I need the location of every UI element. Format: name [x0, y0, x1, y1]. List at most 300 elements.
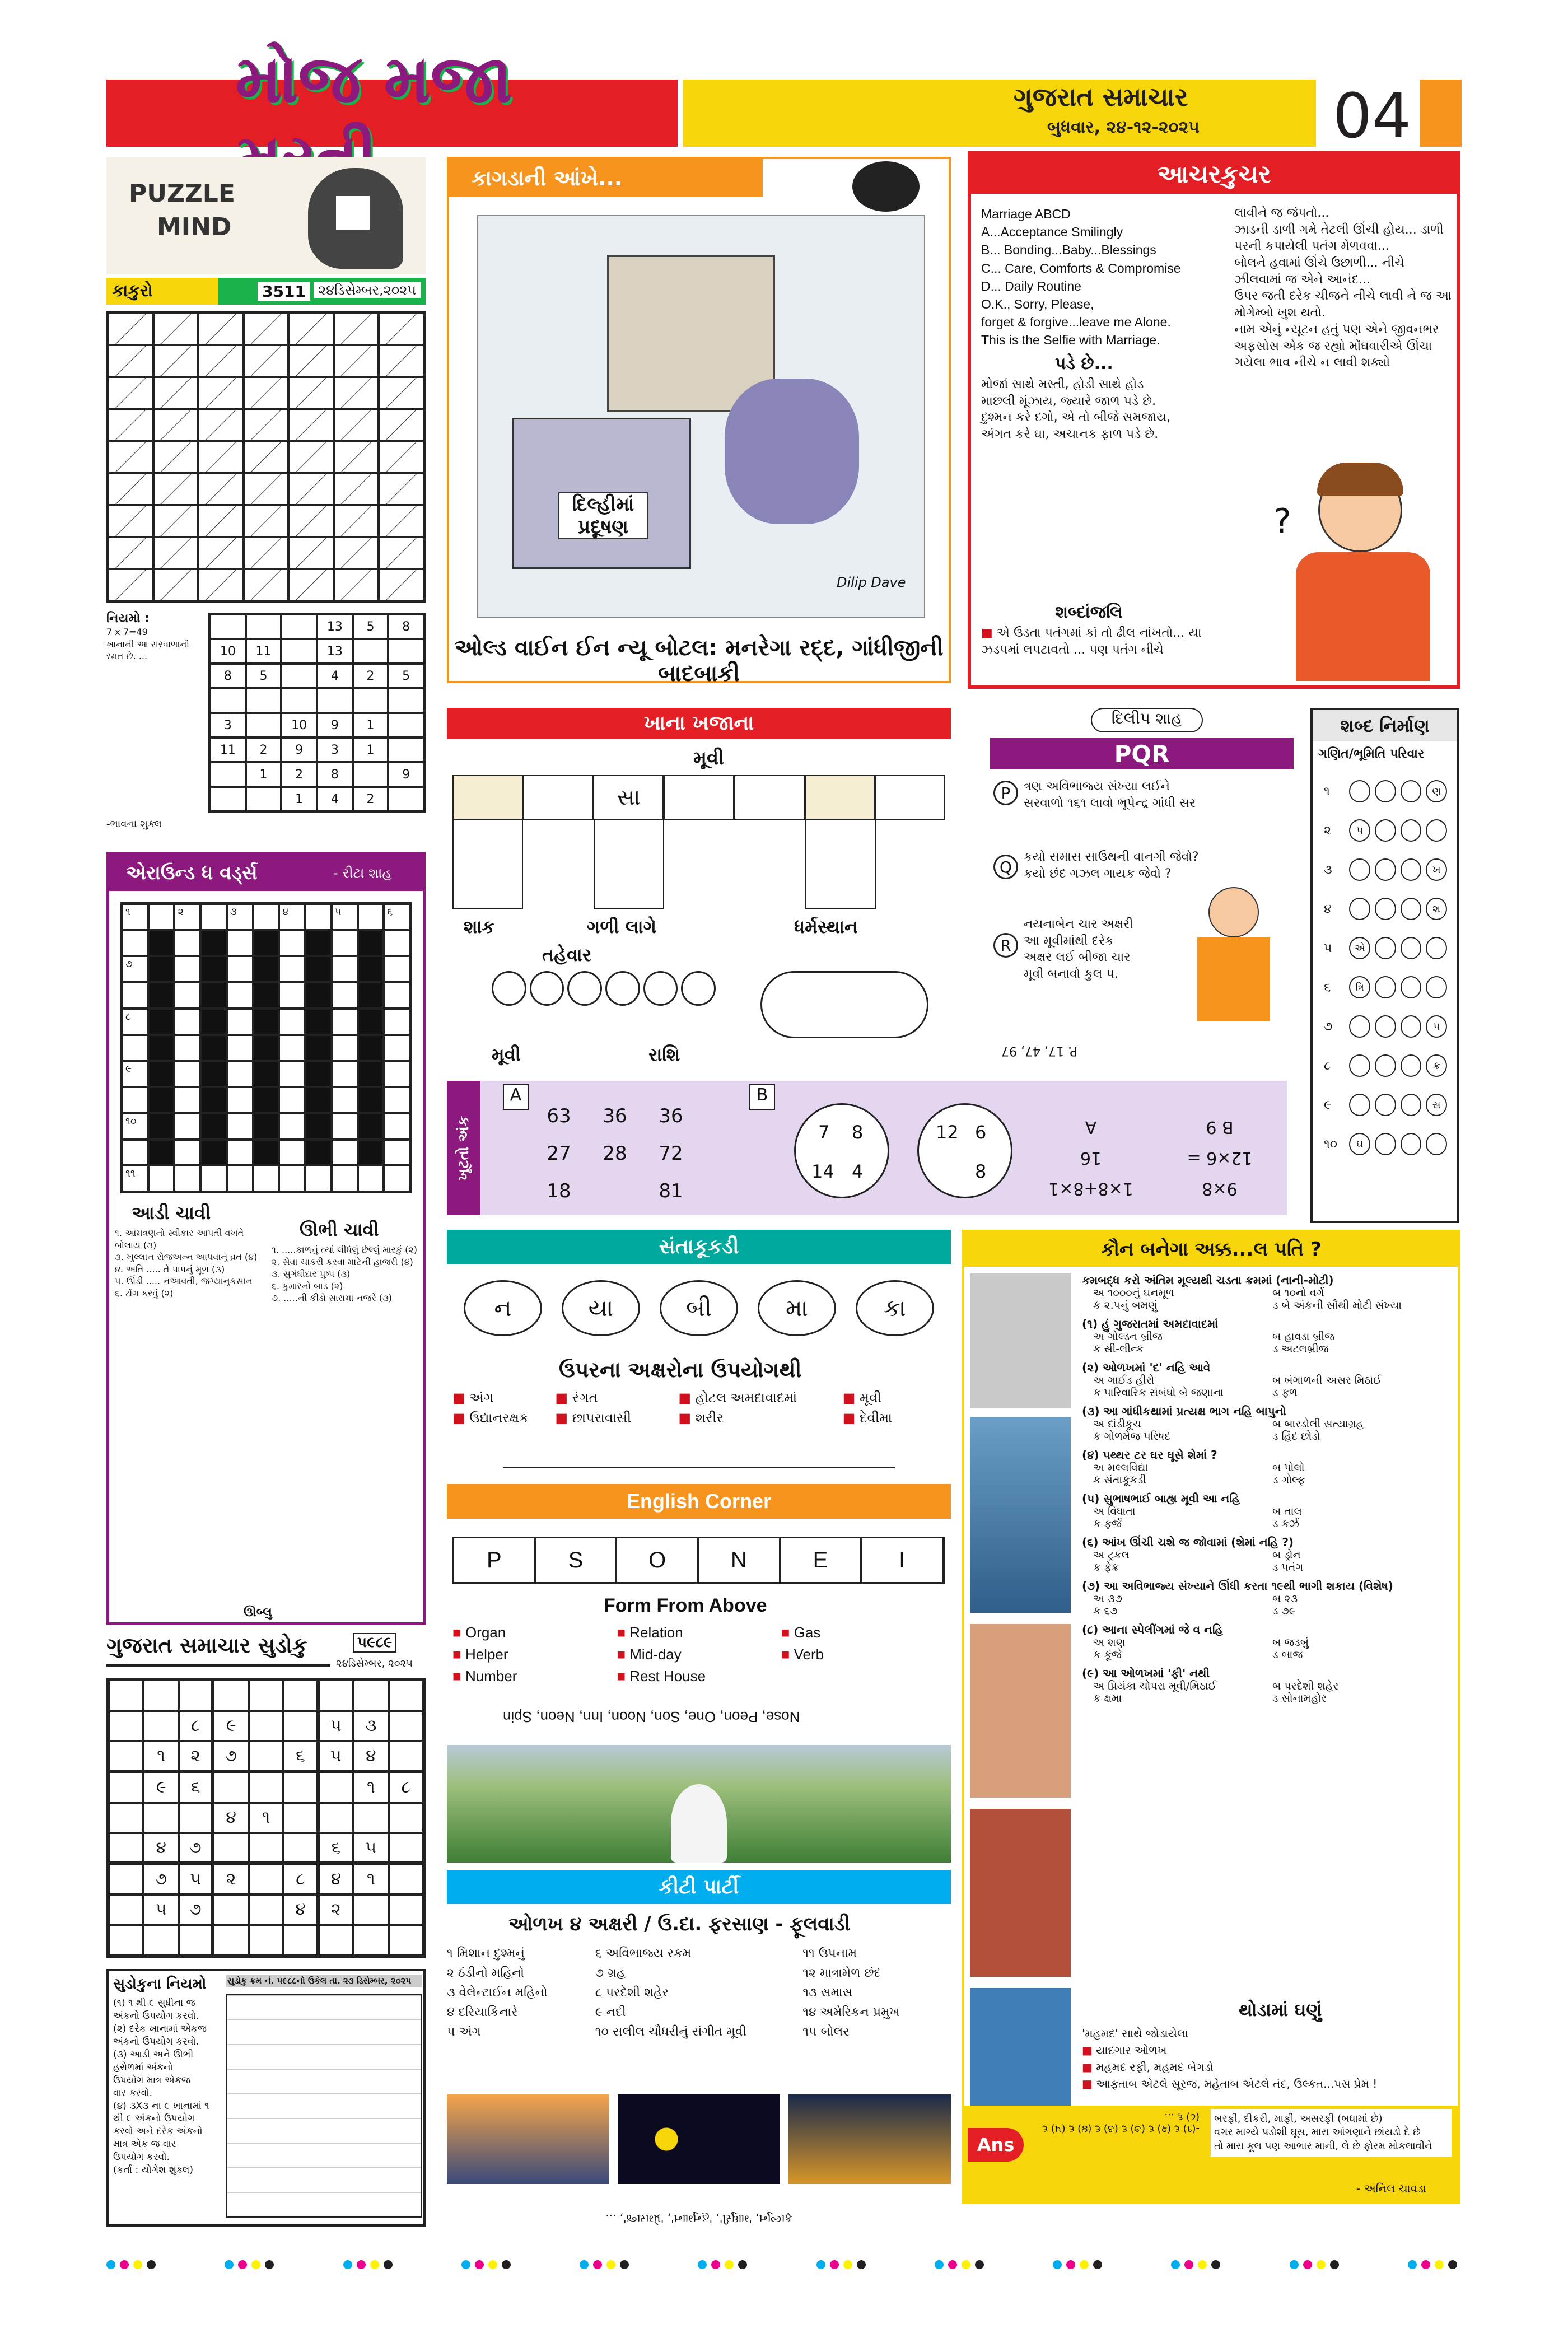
- sudoku-cell[interactable]: [389, 1833, 423, 1864]
- around-cell[interactable]: [332, 1061, 358, 1087]
- sudoku-cell[interactable]: [389, 1894, 423, 1925]
- sudoku-cell[interactable]: [283, 1772, 318, 1803]
- shabd-circle[interactable]: [1375, 937, 1396, 959]
- around-cell[interactable]: [174, 1140, 200, 1166]
- around-cell[interactable]: [122, 1061, 148, 1087]
- kakuro-cell[interactable]: [334, 441, 379, 473]
- kakuro-cell[interactable]: [153, 473, 199, 505]
- sudoku-cell[interactable]: [389, 1741, 423, 1772]
- khana-label-1: ગળી લાગે: [587, 916, 657, 937]
- shabd-circle[interactable]: ખ: [1426, 858, 1447, 881]
- kakuro-cell[interactable]: [379, 377, 424, 409]
- sudoku-cell[interactable]: [389, 1864, 423, 1894]
- around-cell[interactable]: [384, 1113, 410, 1140]
- kakuro-cell[interactable]: [108, 505, 153, 537]
- sudoku-cell[interactable]: [213, 1680, 248, 1711]
- kakuro-cell[interactable]: [288, 537, 334, 569]
- around-cell[interactable]: [227, 1061, 253, 1087]
- kbc-option[interactable]: અ દાંડીકૂચ: [1093, 1418, 1141, 1430]
- shabd-circle[interactable]: [1349, 1094, 1370, 1116]
- shabd-circle[interactable]: ઘ: [1349, 1133, 1370, 1155]
- around-cell[interactable]: [279, 1140, 305, 1166]
- kbc-option[interactable]: બ ૨૩: [1272, 1593, 1298, 1605]
- around-cell[interactable]: [332, 1140, 358, 1166]
- sudoku-cell[interactable]: [109, 1803, 143, 1833]
- sudoku-cell[interactable]: [353, 1680, 388, 1711]
- kakuro-cell[interactable]: [108, 537, 153, 569]
- kakuro-cell[interactable]: [379, 409, 424, 441]
- sudoku-cell[interactable]: [389, 1711, 423, 1742]
- kbc-option[interactable]: બ હાવડા બ્રીજ: [1272, 1331, 1335, 1343]
- kakuro-cell[interactable]: [379, 505, 424, 537]
- shabd-circle[interactable]: શ: [1426, 898, 1447, 920]
- around-cell[interactable]: [227, 982, 253, 1009]
- kakuro-cell[interactable]: [334, 537, 379, 569]
- around-cell[interactable]: [384, 982, 410, 1009]
- kakuro-cell[interactable]: [334, 505, 379, 537]
- kakuro-cell[interactable]: [198, 473, 244, 505]
- around-cell[interactable]: [227, 1113, 253, 1140]
- shabd-sub: ગણિત/ભૂમિતિ પરિવાર: [1318, 747, 1425, 761]
- kakuro-cell[interactable]: [334, 377, 379, 409]
- sudoku-cell[interactable]: [109, 1772, 143, 1803]
- kakuro-cell[interactable]: [288, 313, 334, 345]
- kbc-option[interactable]: અ ૩૭: [1093, 1593, 1122, 1605]
- kbc-option[interactable]: અ ગોલ્ડન બ્રીજ: [1093, 1331, 1163, 1343]
- kbc-option[interactable]: ક ગોળમેજ પરિષદ: [1093, 1430, 1171, 1443]
- sudoku-cell[interactable]: [109, 1741, 143, 1772]
- around-cell[interactable]: [384, 1009, 410, 1035]
- around-cell[interactable]: [122, 1087, 148, 1113]
- kbc-option[interactable]: અ ૧૦૦૦નું ઘનમૂળ: [1093, 1287, 1174, 1299]
- sudoku-cell[interactable]: [109, 1925, 143, 1956]
- kakuro-cell[interactable]: [244, 505, 289, 537]
- around-cell[interactable]: [384, 1140, 410, 1166]
- around-cell[interactable]: [122, 956, 148, 982]
- around-cell[interactable]: [279, 904, 305, 930]
- around-cell[interactable]: [227, 956, 253, 982]
- around-cell[interactable]: [174, 930, 200, 956]
- around-cell[interactable]: [200, 1165, 227, 1192]
- around-cell[interactable]: [384, 1087, 410, 1113]
- kbc-option[interactable]: ક સી-લીન્ક: [1093, 1343, 1144, 1355]
- shabd-circle[interactable]: [1401, 976, 1422, 998]
- sudoku-cell[interactable]: [353, 1803, 388, 1833]
- kbc-option[interactable]: ક સંતાકૂકડી: [1093, 1474, 1146, 1486]
- around-cell[interactable]: [279, 1061, 305, 1087]
- sudoku-cell[interactable]: [319, 1772, 353, 1803]
- kakuro-cell[interactable]: [379, 345, 424, 377]
- kbc-option[interactable]: બ જડબું: [1272, 1636, 1309, 1649]
- footer-registration-dots: [106, 2260, 1462, 2271]
- kbc-option[interactable]: ડ ગોલ્ફ: [1272, 1474, 1305, 1486]
- kakuro-cell[interactable]: [379, 569, 424, 601]
- around-cell[interactable]: [227, 1165, 253, 1192]
- kbc-option[interactable]: ડ બે અંકની સૌથી મોટી સંખ્યા: [1272, 1299, 1402, 1312]
- kakuro-cell[interactable]: [288, 409, 334, 441]
- kbc-option[interactable]: અ મલ્લવિદ્યા: [1093, 1462, 1148, 1474]
- kakuro-cell[interactable]: [288, 505, 334, 537]
- sudoku-cell[interactable]: [319, 1925, 353, 1956]
- khana-circle[interactable]: [567, 971, 602, 1006]
- kakuro-cell[interactable]: [244, 313, 289, 345]
- kbc-option[interactable]: ડ બાજ: [1272, 1649, 1303, 1661]
- sudoku-cell[interactable]: [353, 1925, 388, 1956]
- shabd-circle[interactable]: ત્રિ: [1349, 976, 1370, 998]
- around-cell[interactable]: [384, 1165, 410, 1192]
- kakuro-cell[interactable]: [108, 569, 153, 601]
- kakuro-cell[interactable]: [288, 345, 334, 377]
- kakuro-cell[interactable]: [108, 345, 153, 377]
- kakuro-cell[interactable]: [198, 313, 244, 345]
- sudoku-cell[interactable]: [249, 1864, 283, 1894]
- kakuro-cell[interactable]: [334, 569, 379, 601]
- around-cell[interactable]: [227, 1087, 253, 1113]
- kakuro-cell[interactable]: [244, 473, 289, 505]
- around-cell[interactable]: [122, 1035, 148, 1061]
- sudoku-cell[interactable]: [249, 1894, 283, 1925]
- kakuro-cell[interactable]: [244, 441, 289, 473]
- kbc-option[interactable]: બ તાલ: [1272, 1505, 1302, 1518]
- kbc-option[interactable]: ક કૂંજે: [1093, 1649, 1122, 1661]
- kbc-option[interactable]: અ પ્રિયંકા ચોપરા મૂવી/મિઠાઈ: [1093, 1680, 1217, 1692]
- sudoku-cell[interactable]: [353, 1894, 388, 1925]
- shabd-circle[interactable]: [1349, 1015, 1370, 1038]
- kitty-clue: ૭ ગ્રહ: [595, 1966, 626, 1980]
- kbc-option[interactable]: અ વિધાતા: [1093, 1505, 1136, 1518]
- sudoku-cell[interactable]: [143, 1803, 178, 1833]
- around-cell[interactable]: [122, 1165, 148, 1192]
- khana-cell[interactable]: [452, 775, 523, 820]
- around-cell[interactable]: [358, 1165, 384, 1192]
- khana-circle[interactable]: [681, 971, 716, 1006]
- khana-circle[interactable]: [605, 971, 640, 1006]
- kbc-option[interactable]: ક ફર્જ: [1093, 1518, 1122, 1530]
- sudoku-cell[interactable]: [213, 1772, 248, 1803]
- kakuro-cell[interactable]: [379, 537, 424, 569]
- kakuro-cell[interactable]: [198, 537, 244, 569]
- khana-circle[interactable]: [643, 971, 678, 1006]
- kakuro-cell[interactable]: [153, 569, 199, 601]
- sudoku-cell[interactable]: [283, 1925, 318, 1956]
- sudoku-cell[interactable]: [249, 1741, 283, 1772]
- around-cell[interactable]: [332, 982, 358, 1009]
- kakuro-cell[interactable]: [153, 537, 199, 569]
- kbc-option[interactable]: ક ૨.૫નું બમણું: [1093, 1299, 1158, 1312]
- kbc-option[interactable]: ક પારિવારિક સંબંધો બે જણાના: [1093, 1387, 1224, 1399]
- khana-cell[interactable]: [875, 775, 945, 820]
- registration-dot-group: [106, 2260, 160, 2271]
- kakuro-cell[interactable]: [108, 377, 153, 409]
- sudoku-cell[interactable]: [389, 1803, 423, 1833]
- kakuro-cell[interactable]: [198, 441, 244, 473]
- sudoku-cell[interactable]: [143, 1925, 178, 1956]
- kakuro-cell[interactable]: [244, 377, 289, 409]
- shabd-circle[interactable]: [1401, 858, 1422, 881]
- shabd-circle[interactable]: [1401, 1133, 1422, 1155]
- around-cell[interactable]: [279, 930, 305, 956]
- english-clue: ■ Rest House: [617, 1668, 781, 1685]
- kbc-option[interactable]: ડ પતંગ: [1272, 1561, 1304, 1574]
- sudoku-cell[interactable]: [213, 1925, 248, 1956]
- around-cell[interactable]: [174, 904, 200, 930]
- khana-cell[interactable]: [805, 775, 875, 820]
- shabd-circle[interactable]: [1349, 858, 1370, 881]
- shabd-circle[interactable]: [1375, 780, 1396, 802]
- shabd-circle[interactable]: [1426, 819, 1447, 842]
- kakuro-cell[interactable]: [288, 569, 334, 601]
- around-cell[interactable]: [384, 930, 410, 956]
- kakuro-cell[interactable]: [334, 473, 379, 505]
- around-cell[interactable]: [384, 956, 410, 982]
- kakuro-cell[interactable]: [108, 313, 153, 345]
- shabd-circle[interactable]: સ: [1426, 1094, 1447, 1116]
- around-cell[interactable]: [384, 1061, 410, 1087]
- sudoku-cell[interactable]: [283, 1833, 318, 1864]
- khana-cell[interactable]: [523, 775, 594, 820]
- kakuro-cell[interactable]: [153, 505, 199, 537]
- kakuro-cell[interactable]: [153, 409, 199, 441]
- shabd-circle[interactable]: પ: [1349, 819, 1370, 842]
- kakuro-cell[interactable]: [198, 345, 244, 377]
- kbc-option[interactable]: બ પરદેશી શહેર: [1272, 1680, 1339, 1692]
- around-cell[interactable]: [358, 904, 384, 930]
- kbc-option[interactable]: બ ૧૦નો વર્ગ: [1272, 1287, 1324, 1299]
- kakuro-cell[interactable]: [153, 441, 199, 473]
- shabd-circle[interactable]: [1349, 898, 1370, 920]
- sudoku-cell[interactable]: [213, 1894, 248, 1925]
- shabd-circle[interactable]: [1401, 937, 1422, 959]
- around-cell[interactable]: [122, 1113, 148, 1140]
- sudoku-cell[interactable]: [389, 1925, 423, 1956]
- shabd-circle[interactable]: ક્ર: [1426, 1054, 1447, 1077]
- shabd-circle[interactable]: [1375, 1094, 1396, 1116]
- kakuro-cell[interactable]: [334, 313, 379, 345]
- registration-dot-group: [698, 2260, 752, 2271]
- puzzle-piece-icon: [336, 196, 370, 230]
- shabd-circle[interactable]: [1401, 1015, 1422, 1038]
- sudoku-cell[interactable]: [143, 1680, 178, 1711]
- shabd-circle[interactable]: [1349, 780, 1370, 802]
- around-cell[interactable]: [122, 982, 148, 1009]
- kakuro-cell[interactable]: [244, 345, 289, 377]
- shabd-circle[interactable]: [1401, 898, 1422, 920]
- shabd-circle[interactable]: [1375, 976, 1396, 998]
- shabd-circle[interactable]: [1401, 819, 1422, 842]
- around-cell[interactable]: [332, 956, 358, 982]
- kakuro-cell[interactable]: [198, 377, 244, 409]
- around-cell[interactable]: [200, 904, 227, 930]
- sudoku-cell[interactable]: [319, 1680, 353, 1711]
- around-cell[interactable]: [174, 1113, 200, 1140]
- around-cell[interactable]: [227, 1035, 253, 1061]
- sudoku-cell[interactable]: [109, 1680, 143, 1711]
- sudoku-cell: ૫: [179, 1864, 213, 1894]
- khana-circle[interactable]: [530, 971, 564, 1006]
- around-cell[interactable]: [384, 904, 410, 930]
- kbc-option[interactable]: અ ટ્રકલ: [1093, 1549, 1130, 1561]
- around-cell[interactable]: [174, 1165, 200, 1192]
- shabd-circle[interactable]: [1375, 858, 1396, 881]
- shabd-circle[interactable]: [1426, 976, 1447, 998]
- around-cell[interactable]: [174, 1035, 200, 1061]
- shabd-circle[interactable]: [1375, 1133, 1396, 1155]
- around-cell[interactable]: [332, 1165, 358, 1192]
- sudoku-cell[interactable]: [249, 1680, 283, 1711]
- around-cell[interactable]: [174, 1087, 200, 1113]
- around-cell[interactable]: [227, 1009, 253, 1035]
- kakuro-cell[interactable]: [153, 345, 199, 377]
- shabd-circle[interactable]: [1401, 780, 1422, 802]
- kbc-option[interactable]: ક ક્ષમા: [1093, 1692, 1122, 1705]
- around-cell[interactable]: [148, 904, 175, 930]
- sudoku-cell[interactable]: [109, 1833, 143, 1864]
- kbc-option[interactable]: બ પોલો: [1272, 1462, 1305, 1474]
- kakuro-cell[interactable]: [244, 569, 289, 601]
- kakuro-cell[interactable]: [379, 313, 424, 345]
- around-cell[interactable]: [148, 1165, 175, 1192]
- sudoku-cell[interactable]: [109, 1894, 143, 1925]
- around-cell[interactable]: [122, 1009, 148, 1035]
- kbc-option[interactable]: ડ સોનામહોર: [1272, 1692, 1327, 1705]
- around-cell[interactable]: [305, 1165, 332, 1192]
- sudoku-cell[interactable]: [249, 1833, 283, 1864]
- sudoku-cell: ૬: [319, 1833, 353, 1864]
- around-cell[interactable]: [332, 904, 358, 930]
- kbc-option[interactable]: બ બારડોલી સત્યાગ્રહ: [1272, 1418, 1364, 1430]
- shabd-circle[interactable]: [1401, 1054, 1422, 1077]
- kakuro-cell[interactable]: [244, 537, 289, 569]
- cartoon-caption: ઓલ્ડ વાઈન ઈન ન્યૂ બોટલ: મનરેગા રદ્દ, ગાંધીજીની બાદબાકી: [454, 635, 944, 687]
- santakukdi-answer: [503, 1449, 895, 1468]
- around-cell[interactable]: [279, 1165, 305, 1192]
- shabd-circle[interactable]: ણ: [1426, 780, 1447, 802]
- around-cell[interactable]: [279, 1009, 305, 1035]
- around-cell[interactable]: [279, 1035, 305, 1061]
- khana-top-row: [452, 775, 945, 820]
- shabd-row: [1324, 1007, 1447, 1046]
- around-cell[interactable]: [122, 930, 148, 956]
- kbc-option[interactable]: ડ ફળ: [1272, 1387, 1298, 1399]
- registration-dot: [1093, 2260, 1102, 2269]
- sudoku-cell[interactable]: [143, 1711, 178, 1742]
- kbc-option[interactable]: ડ હિંદ છોડો: [1272, 1430, 1320, 1443]
- sudoku-cell[interactable]: [179, 1925, 213, 1956]
- kbc-option[interactable]: અ ગાઈડ હીરો: [1093, 1374, 1155, 1387]
- kbc-option[interactable]: ક ફેક્ર: [1093, 1561, 1119, 1574]
- sudoku-cell[interactable]: [179, 1680, 213, 1711]
- shabd-circle[interactable]: [1375, 1054, 1396, 1077]
- kakuro-cell[interactable]: [379, 473, 424, 505]
- kbc-option[interactable]: ડ કર્ઝ: [1272, 1518, 1300, 1530]
- around-cell[interactable]: [227, 930, 253, 956]
- sudoku-cell[interactable]: [109, 1711, 143, 1742]
- kakuro-cell[interactable]: [288, 377, 334, 409]
- khana-circle[interactable]: [492, 971, 526, 1006]
- kakuro-cell[interactable]: [244, 409, 289, 441]
- shabd-circle[interactable]: [1375, 898, 1396, 920]
- sudoku-cell[interactable]: [283, 1680, 318, 1711]
- sudoku-cell[interactable]: [213, 1833, 248, 1864]
- around-cell[interactable]: [122, 904, 148, 930]
- kakuro-cell[interactable]: [198, 505, 244, 537]
- sudoku-cell[interactable]: [283, 1803, 318, 1833]
- kbc-option[interactable]: ડ અટલબ્રીજ: [1272, 1343, 1329, 1355]
- around-cell[interactable]: [227, 1140, 253, 1166]
- sudoku-cell[interactable]: [249, 1772, 283, 1803]
- around-cell[interactable]: [332, 1009, 358, 1035]
- around-cell[interactable]: [174, 1009, 200, 1035]
- kakuro-cell[interactable]: [379, 441, 424, 473]
- kbc-option[interactable]: ક ૬૭: [1093, 1605, 1118, 1617]
- around-cell[interactable]: [384, 1035, 410, 1061]
- around-cell[interactable]: [174, 956, 200, 982]
- around-cell[interactable]: [279, 1113, 305, 1140]
- khana-cell[interactable]: [664, 775, 734, 820]
- around-cell[interactable]: [253, 1165, 279, 1192]
- around-cell[interactable]: [332, 1035, 358, 1061]
- kakuro-cell[interactable]: [288, 473, 334, 505]
- shabd-circle[interactable]: [1401, 1094, 1422, 1116]
- around-cell[interactable]: [332, 930, 358, 956]
- kakuro-cell[interactable]: [153, 313, 199, 345]
- sudoku-cell[interactable]: [109, 1864, 143, 1894]
- shabd-circle[interactable]: [1426, 937, 1447, 959]
- kakuro-cell[interactable]: [108, 409, 153, 441]
- around-cell[interactable]: [279, 956, 305, 982]
- sudoku-cell[interactable]: [249, 1711, 283, 1742]
- kakuro-cell[interactable]: [153, 377, 199, 409]
- kakuro-cell[interactable]: [198, 569, 244, 601]
- kbc-option[interactable]: બ ડ્રોન: [1272, 1549, 1301, 1561]
- shabd-circle[interactable]: [1349, 1054, 1370, 1077]
- kakuro-cell[interactable]: [198, 409, 244, 441]
- sudoku-cell[interactable]: [389, 1680, 423, 1711]
- around-cell[interactable]: [253, 904, 279, 930]
- khana-cell[interactable]: [734, 775, 805, 820]
- shabd-circle[interactable]: [1426, 1133, 1447, 1155]
- kakuro-cell[interactable]: [334, 345, 379, 377]
- kbc-option[interactable]: અ શણ: [1093, 1636, 1126, 1649]
- around-cell[interactable]: [332, 1113, 358, 1140]
- sudoku-cell[interactable]: [179, 1803, 213, 1833]
- santakukdi-clue: ■ ઉદ્યાનરક્ષક: [452, 1410, 555, 1426]
- around-cell[interactable]: [332, 1087, 358, 1113]
- shabd-circle[interactable]: [1375, 819, 1396, 842]
- sudoku-cell[interactable]: [319, 1803, 353, 1833]
- kitty-clue: ૧૪ અમેરિકન પ્રમુખ: [802, 2005, 900, 2019]
- shabd-circle[interactable]: એ: [1349, 937, 1370, 959]
- around-cell[interactable]: [227, 904, 253, 930]
- kbc-option[interactable]: ડ ૭૯: [1272, 1605, 1295, 1617]
- shabd-circle[interactable]: પ: [1426, 1015, 1447, 1038]
- sudoku-cell[interactable]: [283, 1711, 318, 1742]
- kakuro-cell[interactable]: [288, 441, 334, 473]
- sudoku-cell[interactable]: [249, 1925, 283, 1956]
- around-cell[interactable]: [279, 1087, 305, 1113]
- around-block-cell: [253, 930, 279, 956]
- around-cell[interactable]: [122, 1140, 148, 1166]
- kakuro-cell[interactable]: [108, 441, 153, 473]
- around-cell[interactable]: [279, 982, 305, 1009]
- kakuro-cell[interactable]: [108, 473, 153, 505]
- around-cell[interactable]: [174, 982, 200, 1009]
- kakuro-cell[interactable]: [334, 409, 379, 441]
- around-cell[interactable]: [174, 1061, 200, 1087]
- shabd-circle[interactable]: [1375, 1015, 1396, 1038]
- around-cell[interactable]: [305, 904, 332, 930]
- kbc-option[interactable]: બ બંગાળની અસર મિઠાઈ: [1272, 1374, 1382, 1387]
